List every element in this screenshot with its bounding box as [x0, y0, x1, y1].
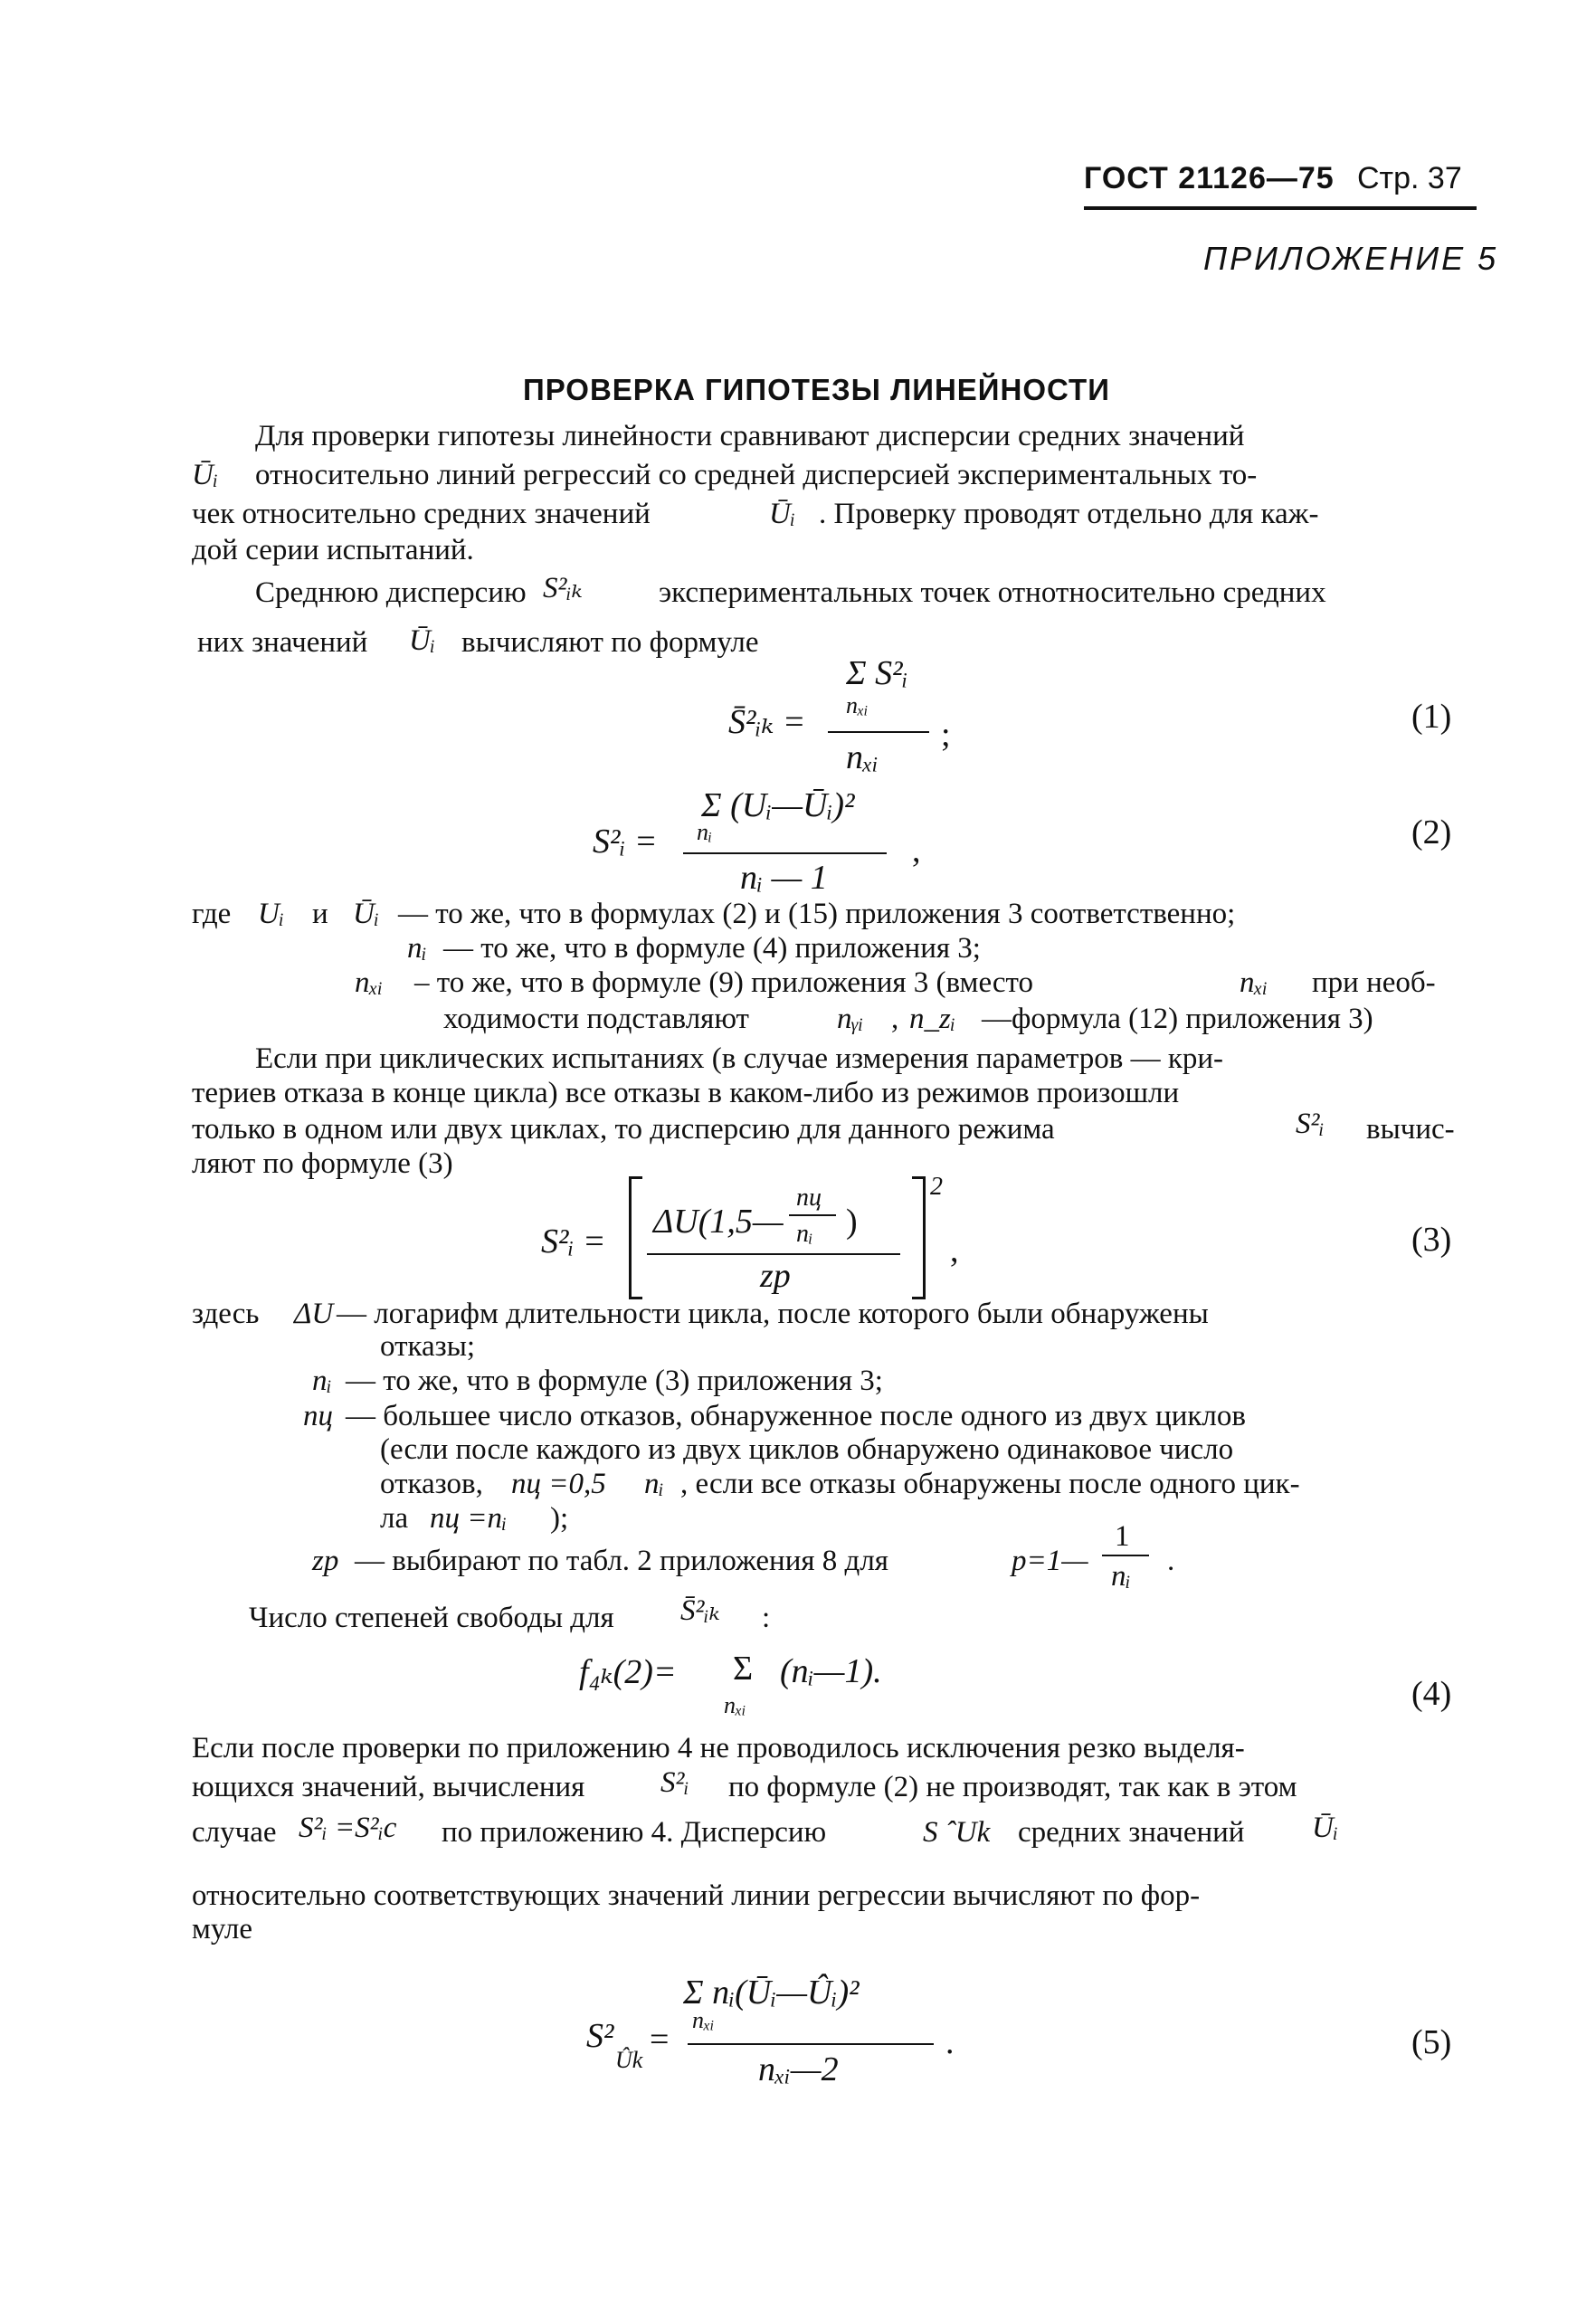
formula-tail: , [950, 1232, 959, 1270]
paragraph-line: — большее число отказов, обнаруженное после одного из двух циклов [346, 1400, 1246, 1432]
formula-subscript: nₓᵢ [846, 692, 869, 718]
formula-lhs: S² [586, 2017, 614, 2055]
formula-subscript: nₓᵢ [724, 1692, 746, 1718]
paragraph-line: — логарифм длительности цикла, после которого были обнаружены [337, 1298, 1209, 1330]
formula-body: (nᵢ—1). [780, 1652, 882, 1690]
fraction-bar [683, 852, 887, 854]
symbol-nxi: nₓᵢ [355, 966, 384, 999]
symbol-ui-bar: Ūᵢ [769, 498, 796, 530]
paragraph-line: — то же, что в формуле (3) приложения 3; [346, 1365, 883, 1397]
paragraph-line: : [762, 1602, 771, 1634]
symbol-s2i: S²ᵢ [660, 1766, 689, 1799]
equation-number: (2) [1411, 813, 1452, 851]
where-label: здесь [192, 1298, 260, 1330]
symbol-zp: zр [312, 1545, 339, 1577]
symbol-nc: nц [303, 1400, 333, 1432]
paragraph-line: – то же, что в формуле (9) приложения 3 (вместо [414, 966, 1034, 999]
equation-number: (1) [1411, 698, 1452, 736]
section-title: ПРОВЕРКА ГИПОТЕЗЫ ЛИНЕЙНОСТИ [523, 373, 1110, 406]
paragraph-line: при необ- [1312, 966, 1436, 999]
paragraph-line: , если все отказы обнаружены после одного цик- [680, 1468, 1300, 1500]
symbol-s2i: S²ᵢ [1296, 1108, 1325, 1140]
fraction-denominator: nᵢ [1111, 1560, 1131, 1593]
paragraph-line: вычисляют по формуле [461, 626, 759, 659]
paragraph-line: чек относительно средних значений [192, 498, 651, 530]
formula-exponent: 2 [930, 1173, 943, 1201]
symbol-ni: nᵢ [312, 1365, 332, 1397]
paragraph-line: . Проверку проводят отдельно для каж- [819, 498, 1319, 530]
paragraph-line: Для проверки гипотезы линейности сравнивают дисперсии средних значений [255, 420, 1245, 452]
paragraph-line: ющихся значений, вычисления [192, 1771, 585, 1803]
header-rule [1084, 206, 1477, 210]
paragraph-line: Если после проверки по приложению 4 не проводилось исключения резко выделя- [192, 1732, 1245, 1765]
formula-numerator: Σ nᵢ(Ūᵢ—Ûᵢ)² [683, 1974, 860, 2012]
paragraph-line: них значений [197, 626, 368, 659]
formula-denominator: nₓᵢ—2 [758, 2050, 839, 2088]
paragraph-line: экспериментальных точек отнотносительно средних [659, 576, 1326, 609]
paragraph-line: ходимости подставляют [443, 1003, 749, 1035]
symbol-s2ik: S²ᵢₖ [543, 572, 583, 604]
paragraph-line: по приложению 4. Дисперсию [442, 1816, 827, 1849]
fraction-bar [828, 731, 929, 733]
formula-numerator: ΔU(1,5— [653, 1203, 784, 1241]
symbol-ui-bar: Ūᵢ [1312, 1812, 1339, 1844]
formula-numerator: Σ (Uᵢ—Ūᵢ)² [701, 786, 855, 824]
paragraph-line: . [1167, 1545, 1175, 1577]
paragraph-line: — выбирают по табл. 2 приложения 8 для [355, 1545, 888, 1577]
formula-tail: , [912, 832, 921, 870]
where-label: где [192, 898, 232, 930]
paragraph-line: —формула (12) приложения 3) [982, 1003, 1373, 1035]
paragraph-line: вычис- [1366, 1113, 1455, 1146]
document-page: ГОСТ 21126—75 Стр. 37 ПРИЛОЖЕНИЕ 5 ПРОВЕРКА ГИПОТЕЗЫ ЛИНЕЙНОСТИ Для проверки гипотезы линейности сравнивают дисперсии средних значений Ūᵢ относительно линий регрессий со средней дисперсией экспериментальных то- чек относительно средних значений Ūᵢ . Проверку проводят отдельно для каж- дой серии испытаний. Среднюю дисперсию S²ᵢₖ экспериментальных точек отнотносительно средних них значений Ūᵢ вычисляют по формуле Σ S²ᵢ nₓᵢ S̄²ᵢₖ = nₓᵢ ; (1) Σ (Uᵢ—Ūᵢ)² nᵢ S²ᵢ = nᵢ — 1 , (2) где Uᵢ и Ūᵢ — то же, что в формулах (2) и (15) приложения 3 соответственно; nᵢ — то же, что в формуле (4) приложения 3; nₓᵢ – то же, что в формуле (9) приложения 3 (вместо nₓᵢ при необ- ходимости подставляют nᵧᵢ , n_zᵢ —формула (12) приложения 3) Если при циклических испытаниях (в случае измерения параметров — кри- териев отказа в конце цикла) все отказы в каком-либо из режимов произошли только в одном или двух циклах, то дисперсию для данного режима S²ᵢ вычис- ляют по формуле (3) S²ᵢ = 2 ΔU(1,5— nц nᵢ ) zр , (3) здесь ΔU — логарифм длительности цикла, после которого были обнаружены отказы; nᵢ — то же, что в формуле (3) приложения 3; nц — большее число отказов, обнаруженное после одного из двух циклов (если после каждого из двух циклов обнаружено одинаковое число отказов, nц =0,5 nᵢ , если все отказы обнаружены после одного цик- ла nц =nᵢ ); zр — выбирают по табл. 2 приложения 8 для p=1— 1 nᵢ . Число степеней свободы для S̄²ᵢₖ : f₄ₖ(2)= Σ nₓᵢ (nᵢ—1). (4) Если после проверки по приложению 4 не проводилось исключения резко выделя- ющихся значений, вычисления S²ᵢ по формуле (2) не производят, так как в этом случае S²ᵢ =S²ᵢc по приложению 4. Дисперсию S ˆUk средних значений Ūᵢ относительно соответствующих значений линии регрессии вычисляют по фор- муле Σ nᵢ(Ūᵢ—Ûᵢ)² nₓᵢ S² Ûk = nₓᵢ—2 . (5) [192, 161, 1499, 2088]
inner-denominator: nᵢ [796, 1220, 813, 1248]
paragraph-line: — то же, что в формуле (4) приложения 3; [443, 932, 981, 965]
formula-tail: ; [941, 716, 951, 754]
formula-lhs: S²ᵢ = [593, 823, 658, 861]
paragraph-line: Число степеней свободы для [249, 1602, 614, 1634]
inner-numerator: nц [796, 1184, 822, 1212]
symbol-delta-u: ΔU [294, 1298, 334, 1330]
symbol-ui-bar: Ūᵢ [192, 459, 219, 491]
formula-subscript: nₓᵢ [692, 2007, 715, 2033]
symbol-ni: nᵢ [644, 1468, 664, 1500]
paragraph-line: относительно соответствующих значений линии регрессии вычисляют по фор- [192, 1879, 1201, 1912]
symbol-ni: nᵢ [407, 932, 427, 965]
symbol-nc-eq2: nц =nᵢ [430, 1502, 508, 1535]
standard-number: ГОСТ 21126—75 [1084, 161, 1335, 195]
symbol-s2i-eq: S²ᵢ =S²ᵢc [299, 1812, 397, 1844]
paragraph-line: средних значений [1018, 1816, 1245, 1849]
symbol-p-eq: p=1— [1012, 1545, 1088, 1577]
formula-denominator: zр [760, 1257, 791, 1295]
paragraph-line: муле [192, 1913, 253, 1945]
symbol-nzi: n_zᵢ [909, 1003, 956, 1035]
formula-tail: . [945, 2023, 955, 2061]
fraction-bar [1102, 1555, 1149, 1556]
paragraph-line: по формуле (2) не производят, так как в этом [728, 1771, 1297, 1803]
page-number: Стр. 37 [1357, 161, 1462, 195]
formula-sum: Σ [733, 1650, 754, 1688]
paragraph-line: только в одном или двух циклах, то дисперсию для данного режима [192, 1113, 1055, 1146]
paragraph-line: (если после каждого из двух циклов обнаружено одинаковое число [380, 1433, 1234, 1466]
formula-close-paren: ) [846, 1203, 858, 1241]
fraction-bar [647, 1253, 900, 1255]
symbol-nyi: nᵧᵢ [837, 1003, 864, 1035]
formula-lhs-subscript: Ûk [615, 2047, 643, 2073]
formula-eq: = [650, 2021, 670, 2059]
formula-denominator: nᵢ — 1 [740, 859, 828, 897]
paragraph-line: ляют по формуле (3) [192, 1147, 453, 1180]
equation-number: (3) [1411, 1221, 1452, 1259]
appendix-label: ПРИЛОЖЕНИЕ 5 [1203, 240, 1499, 277]
formula-denominator: nₓᵢ [846, 738, 879, 776]
symbol-nxi: nₓᵢ [1240, 966, 1268, 999]
paragraph-line: Среднюю дисперсию [255, 576, 527, 609]
left-bracket [629, 1176, 642, 1299]
paragraph-line: отказы; [380, 1330, 476, 1363]
formula-subscript: nᵢ [697, 819, 713, 845]
formula-numerator: Σ S²ᵢ [846, 654, 908, 692]
paragraph-line: дой серии испытаний. [192, 534, 474, 566]
symbol-s-uk: S ˆUk [923, 1816, 991, 1849]
equation-number: (4) [1411, 1675, 1452, 1713]
paragraph-line: ла [380, 1502, 409, 1535]
paragraph-line: Если при циклических испытаниях (в случае измерения параметров — кри- [255, 1042, 1224, 1075]
inner-fraction-bar [789, 1214, 836, 1216]
symbol-ui-bar: Ūᵢ [409, 624, 436, 657]
formula-lhs: S²ᵢ = [541, 1222, 606, 1260]
fraction-numerator: 1 [1115, 1520, 1130, 1553]
paragraph-line: случае [192, 1816, 277, 1849]
formula-lhs: f₄ₖ(2)= [579, 1653, 677, 1691]
paragraph-line: — то же, что в формулах (2) и (15) приложения 3 соответственно; [398, 898, 1236, 930]
paragraph-line: относительно линий регрессий со средней дисперсией экспериментальных то- [255, 459, 1258, 491]
paragraph-line: отказов, [380, 1468, 483, 1500]
symbol-nc-eq: nц =0,5 [511, 1468, 606, 1500]
equation-number: (5) [1411, 2023, 1452, 2061]
symbol-s2ik-bar: S̄²ᵢₖ [680, 1594, 720, 1627]
paragraph-line: териев отказа в конце цикла) все отказы в каком-либо из режимов произошли [192, 1077, 1180, 1109]
right-bracket [912, 1176, 926, 1299]
formula-lhs: S̄²ᵢₖ = [728, 703, 806, 741]
paragraph-line: ); [550, 1502, 569, 1535]
fraction-bar [688, 2043, 934, 2045]
symbol-ui-bar: Ūᵢ [353, 898, 380, 930]
symbol-ui: Uᵢ [258, 898, 285, 930]
